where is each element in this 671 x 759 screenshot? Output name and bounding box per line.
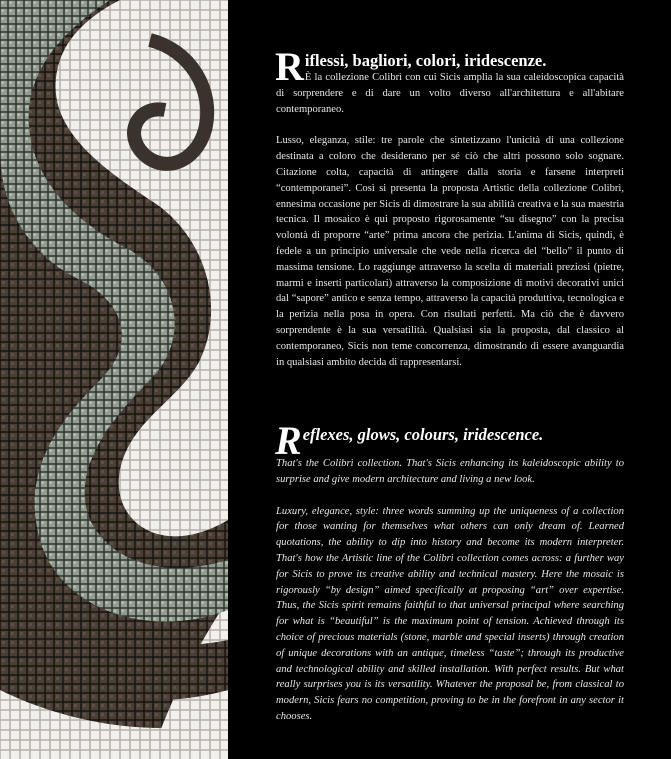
mosaic-swirl-icon [0, 0, 228, 759]
italian-intro: È la collezione Colibrì con cui Sicis amplia la sua caleidoscopica capacità di sorprendere e di dare un volto diverso all'architettura e all'abitare contemporaneo. [276, 72, 624, 115]
italian-section [275, 44, 624, 370]
text-column [275, 44, 624, 722]
english-section [275, 418, 624, 725]
italian-body: Lusso, eleganza, stile: tre parole che sintetizzano l'unicità di una collezione destinata a coloro che desiderano per sé ciò che altri possono solo sognare. Citazione colta, capacità di attingere dalla storia e farsene interpreti “contemporanei”. Così si presenta la proposta Artistic della collezione Colibrì, ennesima occasione per Sicis di dimostrare la sua abilità creativa e la sua maestria tecnica. Il mosaico è qui proposto rigorosamente “su disegno” con la precisa volontà di proporre “arte” prima ancora che perizia. L'anima di Sicis, quindi, è fedele a un principio universale che vede nella ricerca del “bello” il punto di massima tensione. Lo raggiunge attraverso la scelta di materiali preziosi (pietre, marmi e inserti particolari) attraverso la composizione di motivi decorativi unici dal “sapore” antico e senza tempo, attraverso la capacità produttiva, tecnologica e la perizia nella posa in opera. Con risultati perfetti. Ma ciò che è davvero sorprendente è la sua versatilità. Qualsiasi sia la proposta, dal classico al contemporaneo, Sicis non teme concorrenza, dimostrando di essere avanguardia in qualsiasi ambito decida di rappresentarsi. [276, 135, 624, 368]
english-body: Luxury, elegance, style: three words summing up the uniqueness of a collection for those wanting for themselves what others can only dream of. Learned quotations, the ability to dip into history and become its modern interpreter. That's how the Artistic line of the Colibrì collection comes across: a further way for Sicis to prove its creative ability and technical mastery. Here the mosaic is rigorously “by design” aimed specifically at proposing “art” over expertise. Thus, the Sicis spirit remains faithful to that universal principal where searching for what is “beautiful” is the maximum point of tension. Achieved through its choice of precious materials (stone, marble and special inserts) through creation of unique decorations with an antique, timeless “taste”; through its productive and technological ability and skilled installation. With perfect results. But what really surprises you is its versatility. Whatever the proposal be, from classical to modern, Sicis fears no competition, proving to be in the forefront in any sector it chooses. [276, 505, 624, 722]
english-dropcap: R [275, 418, 302, 463]
italian-heading [275, 44, 624, 89]
english-intro: That's the Colibrì collection. That's Sicis enhancing its kaleidoscopic ability to surprise and give modern architecture and living a new look. [276, 458, 624, 485]
italian-dropcap: R [275, 44, 304, 89]
english-heading-text: eflexes, glows, colours, iridescence. [302, 425, 544, 444]
mosaic-image [0, 0, 228, 759]
italian-heading-text: iflessi, bagliori, colori, iridescenze. [304, 51, 547, 70]
english-heading [275, 418, 624, 463]
